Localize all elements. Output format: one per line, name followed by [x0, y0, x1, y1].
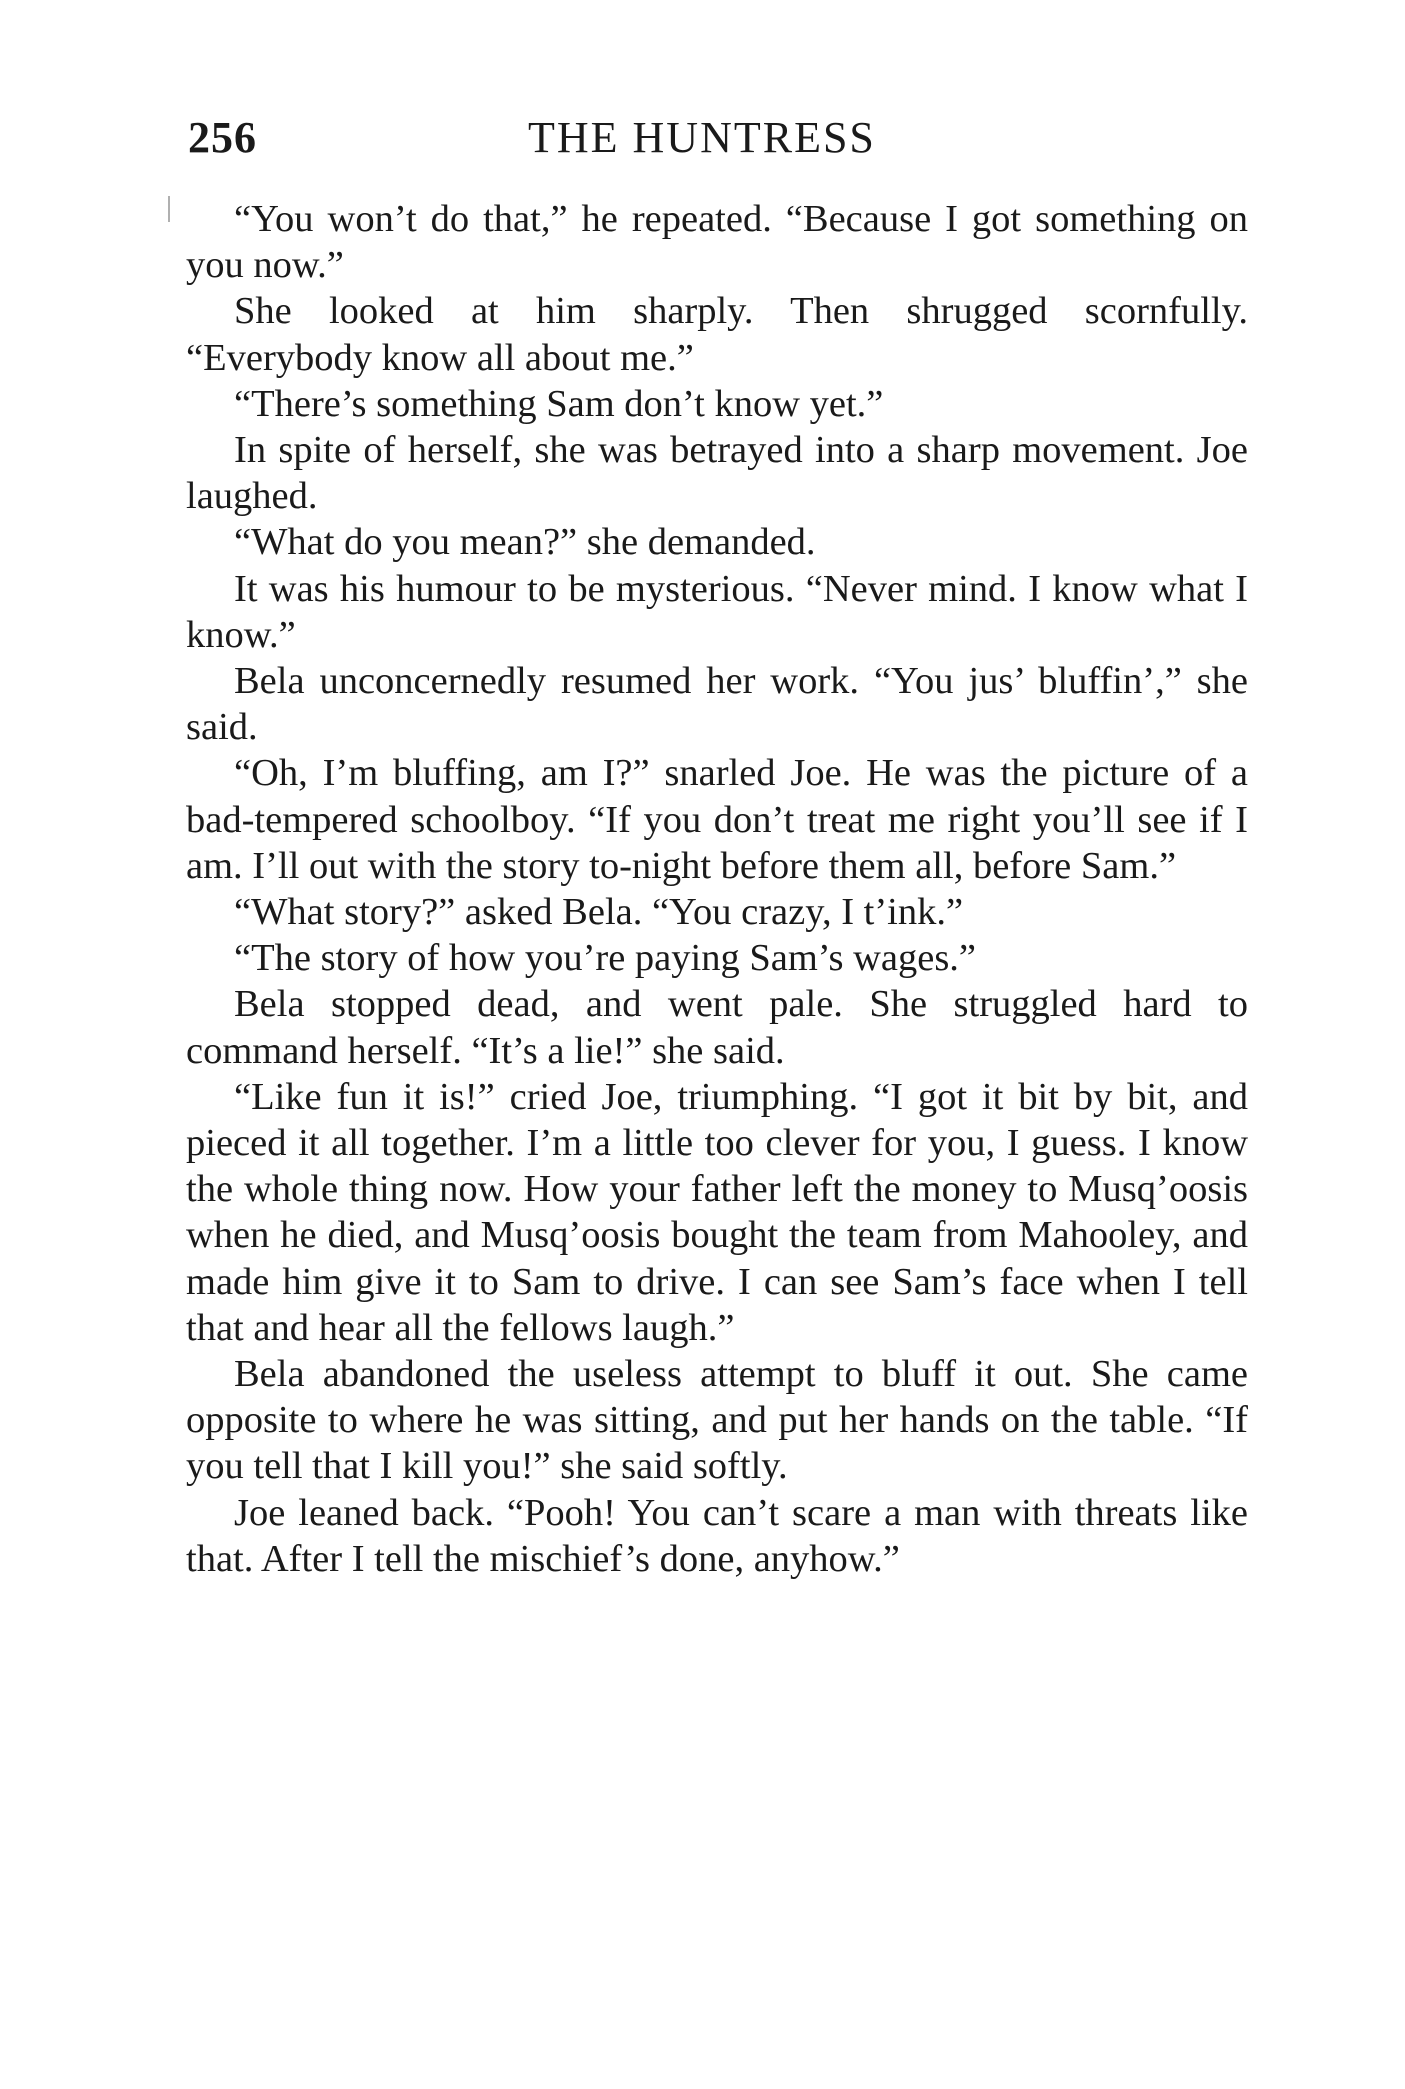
page-number: 256: [188, 113, 257, 162]
body-text: [186, 196, 1248, 1582]
paragraph: “There’s something Sam don’t know yet.”: [234, 382, 884, 425]
paragraph: “You won’t do that,” he repeated. “Because I got something on you now.”: [186, 198, 1248, 287]
paragraph: “The story of how you’re paying Sam’s wages.”: [234, 937, 977, 980]
paragraph: Bela abandoned the useless attempt to bluff it out. She came opposite to where he was sitting, and put her hands on the table. “If you tell that I kill you!” she said softly.: [186, 1353, 1248, 1488]
paragraph: In spite of herself, she was betrayed into a sharp movement. Joe laughed.: [186, 429, 1248, 518]
paragraph: “Like fun it is!” cried Joe, triumphing. “I got it bit by bit, and pieced it all together. I’m a little too clever for you, I guess. I know the whole thing now. How your father left the money to Musq’oosis when he died, and Musq’oosis bought the team from Mahooley, and made him give it to Sam to drive. I can see Sam’s face when I tell that and hear all the fellows laugh.”: [186, 1075, 1248, 1349]
paragraph: She looked at him sharply. Then shrugged scornfully. “Everybody know all about me.”: [186, 290, 1248, 379]
paragraph: It was his humour to be mysterious. “Never mind. I know what I know.”: [186, 567, 1248, 656]
margin-mark: [168, 196, 170, 222]
paragraph: Joe leaned back. “Pooh! You can’t scare a man with threats like that. After I tell the mischief’s done, anyhow.”: [186, 1491, 1248, 1580]
running-title: THE HUNTRESS: [528, 113, 876, 162]
running-head: [188, 108, 1248, 168]
paragraph: “Oh, I’m bluffing, am I?” snarled Joe. He was the picture of a bad-tempered schoolboy. “If you don’t treat me right you’ll see if I am. I’ll out with the story to-night before them all, before Sam.”: [186, 752, 1248, 887]
paragraph: “What do you mean?” she demanded.: [234, 521, 816, 564]
paragraph: Bela unconcernedly resumed her work. “You jus’ bluffin’,” she said.: [186, 660, 1248, 749]
paragraph: Bela stopped dead, and went pale. She struggled hard to command herself. “It’s a lie!” she said.: [186, 983, 1248, 1072]
paragraph: “What story?” asked Bela. “You crazy, I t’ink.”: [234, 891, 964, 934]
